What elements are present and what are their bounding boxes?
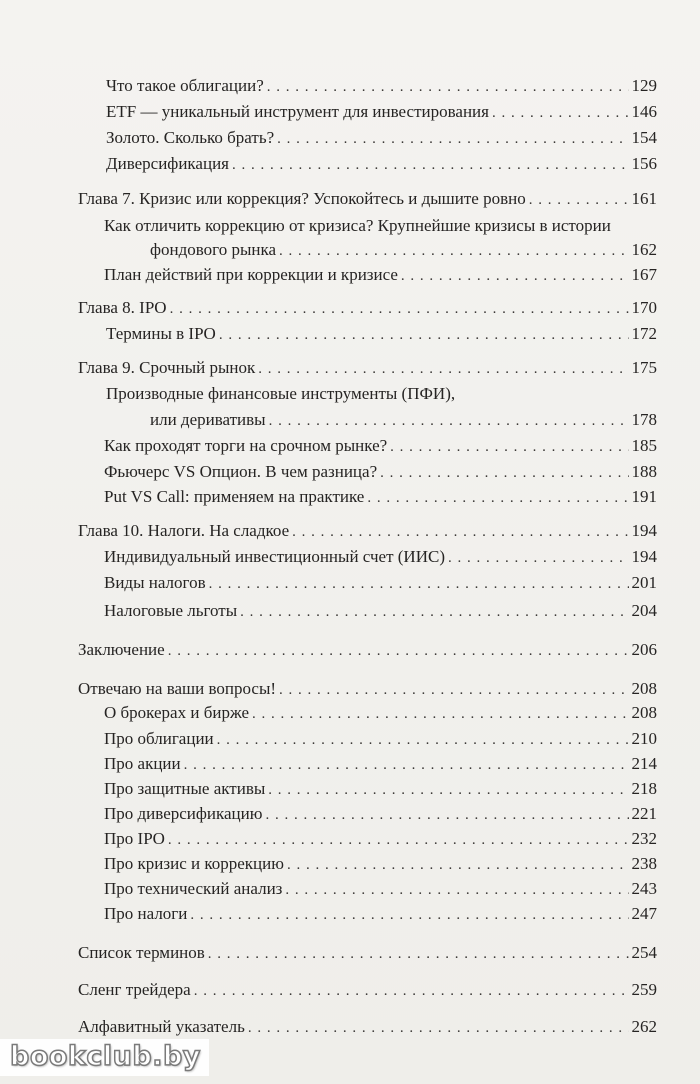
- toc-entry: [106, 324, 657, 345]
- toc-entry: [150, 240, 657, 261]
- toc-entry-title: Про налоги: [104, 904, 188, 923]
- dot-leader: [279, 680, 628, 700]
- toc-entry-title: Алфавитный указатель: [78, 1017, 245, 1036]
- toc-entry-title: Про технический анализ: [104, 879, 283, 898]
- toc-entry-title: Список терминов: [78, 943, 205, 962]
- toc-entry-title: Про IPO: [104, 829, 165, 848]
- toc-chapter-entry: [78, 679, 657, 700]
- toc-page-number: 262: [631, 1017, 657, 1036]
- toc-entry-title: Заключение: [78, 640, 165, 659]
- toc-page-number: 221: [631, 804, 657, 823]
- toc-page-number: 194: [631, 521, 657, 540]
- toc-entry-title: Сленг трейдера: [78, 980, 191, 999]
- toc-entry: [150, 410, 657, 431]
- toc-entry: [104, 854, 657, 875]
- dot-leader: [194, 981, 629, 1001]
- toc-entry-title-line1: Производные финансовые инструменты (ПФИ),: [106, 384, 456, 403]
- toc-entry-title: Про кризис и коррекцию: [104, 854, 284, 873]
- toc-page-number: 254: [631, 943, 657, 962]
- toc-entry-title: Отвечаю на ваши вопросы!: [78, 679, 277, 698]
- dot-leader: [240, 602, 628, 622]
- toc-entry: [104, 879, 657, 900]
- toc-entry-title: Про диверсификацию: [104, 804, 263, 823]
- toc-chapter-entry: [78, 640, 657, 661]
- toc-entry-title: Виды налогов: [104, 573, 206, 592]
- dot-leader: [252, 704, 628, 724]
- dot-leader: [380, 463, 628, 483]
- toc-entry-title: Диверсификация: [106, 154, 229, 173]
- toc-page-number: 175: [631, 358, 657, 377]
- toc-entry-title: Налоговые льготы: [104, 601, 238, 620]
- dot-leader: [292, 522, 628, 542]
- toc-page-number: 247: [631, 904, 657, 923]
- toc-page-number: 170: [631, 298, 657, 317]
- toc-page-number: 188: [631, 462, 657, 481]
- toc-chapter-entry: [78, 521, 657, 542]
- toc-page-number: 259: [631, 980, 657, 999]
- toc-chapter-entry: [78, 358, 657, 379]
- toc-page-number: 210: [631, 729, 657, 748]
- toc-entry-title: Термины в IPO: [106, 324, 216, 343]
- dot-leader: [277, 129, 628, 149]
- dot-leader: [529, 190, 629, 210]
- dot-leader: [269, 411, 629, 431]
- toc-entry-title: Глава 8. IPO: [78, 298, 167, 317]
- toc-page-number: 194: [631, 547, 657, 566]
- toc-chapter-entry: [78, 189, 657, 210]
- dot-leader: [209, 574, 629, 594]
- toc-page-number: 238: [631, 854, 657, 873]
- toc-entry: [104, 729, 657, 750]
- toc-entry-title: Золото. Сколько брать?: [106, 128, 275, 147]
- dot-leader: [248, 1018, 629, 1038]
- dot-leader: [217, 730, 629, 750]
- dot-leader: [285, 880, 628, 900]
- toc-chapter-entry: [78, 980, 657, 1001]
- toc-entry-title: Индивидуальный инвестиционный счет (ИИС): [104, 547, 445, 566]
- dot-leader: [401, 266, 629, 286]
- toc-page-number: 206: [631, 640, 657, 659]
- dot-leader: [367, 488, 628, 508]
- dot-leader: [268, 780, 628, 800]
- toc-page-number: 154: [631, 128, 657, 147]
- toc-entry: [104, 487, 657, 508]
- toc-chapter-entry: [78, 298, 657, 319]
- toc-entry-title: Глава 10. Налоги. На сладкое: [78, 521, 290, 540]
- toc-page-number: 185: [631, 436, 657, 455]
- toc-entry-title: ETF — уникальный инструмент для инвестирования: [106, 102, 489, 121]
- toc-entry: [104, 904, 657, 925]
- toc-entry-title: Глава 7. Кризис или коррекция? Успокойтесь и дышите ровно: [78, 189, 526, 208]
- toc-entry: [106, 76, 657, 97]
- dot-leader: [190, 905, 628, 925]
- toc-page-number: 129: [631, 76, 657, 95]
- toc-entry: [106, 128, 657, 149]
- toc-entry-title: Фьючерс VS Опцион. В чем разница?: [104, 462, 378, 481]
- dot-leader: [267, 77, 629, 97]
- toc-entry-title: Про облигации: [104, 729, 214, 748]
- toc-entry: [104, 804, 657, 825]
- toc-entry-title: или деривативы: [150, 410, 266, 429]
- toc-page-number: 214: [631, 754, 657, 773]
- site-watermark: bookclub.by: [0, 1039, 209, 1076]
- toc-entry-title-line1: Как отличить коррекцию от кризиса? Крупнейшие кризисы в истории: [104, 216, 611, 235]
- toc-page-number: 146: [631, 102, 657, 121]
- dot-leader: [184, 755, 629, 775]
- toc-page-number: 218: [631, 779, 657, 798]
- dot-leader: [208, 944, 629, 964]
- toc-chapter-entry: [78, 1017, 657, 1038]
- toc-entry: [106, 102, 657, 123]
- toc-entry-title: Про защитные активы: [104, 779, 266, 798]
- dot-leader: [219, 325, 629, 345]
- toc-entry-title: Как проходят торги на срочном рынке?: [104, 436, 388, 455]
- toc-entry-title: План действий при коррекции и кризисе: [104, 265, 398, 284]
- toc-entry: [104, 779, 657, 800]
- toc-entry: [104, 436, 657, 457]
- dot-leader: [287, 855, 629, 875]
- toc-page-number: 208: [631, 703, 657, 722]
- toc-entry-title: Про акции: [104, 754, 181, 773]
- toc-page-number: 208: [631, 679, 657, 698]
- dot-leader: [170, 299, 629, 319]
- dot-leader: [168, 830, 629, 850]
- toc-page-number: 232: [631, 829, 657, 848]
- dot-leader: [258, 359, 628, 379]
- toc-entry: [104, 573, 657, 594]
- toc-page-number: 201: [631, 573, 657, 592]
- toc-page-number: 178: [631, 410, 657, 429]
- toc-page-number: 156: [631, 154, 657, 173]
- toc-page-number: 161: [631, 189, 657, 208]
- dot-leader: [232, 155, 629, 175]
- dot-leader: [390, 437, 628, 457]
- toc-entry: [104, 547, 657, 568]
- dot-leader: [265, 805, 628, 825]
- dot-leader: [448, 548, 629, 568]
- dot-leader: [492, 103, 629, 123]
- toc-entry: [104, 754, 657, 775]
- toc-entry-title: Что такое облигации?: [106, 76, 264, 95]
- toc-entry-title: фондового рынка: [150, 240, 277, 259]
- toc-page-number: 191: [631, 487, 657, 506]
- toc-page-number: 167: [631, 265, 657, 284]
- toc-page-number: 243: [631, 879, 657, 898]
- toc-entry: [104, 703, 657, 724]
- toc-page-number: 204: [631, 601, 657, 620]
- toc-chapter-entry: [78, 943, 657, 964]
- toc-entry: [104, 265, 657, 286]
- toc-page-number: 172: [631, 324, 657, 343]
- toc-page-number: 162: [631, 240, 657, 259]
- toc-entry: [104, 601, 657, 622]
- dot-leader: [279, 241, 628, 261]
- dot-leader: [168, 641, 629, 661]
- toc-entry-title: О брокерах и бирже: [104, 703, 250, 722]
- toc-entry: [104, 829, 657, 850]
- toc-entry-title: Put VS Call: применяем на практике: [104, 487, 365, 506]
- toc-entry: [106, 154, 657, 175]
- toc-entry-title: Глава 9. Срочный рынок: [78, 358, 256, 377]
- toc-entry: [104, 462, 657, 483]
